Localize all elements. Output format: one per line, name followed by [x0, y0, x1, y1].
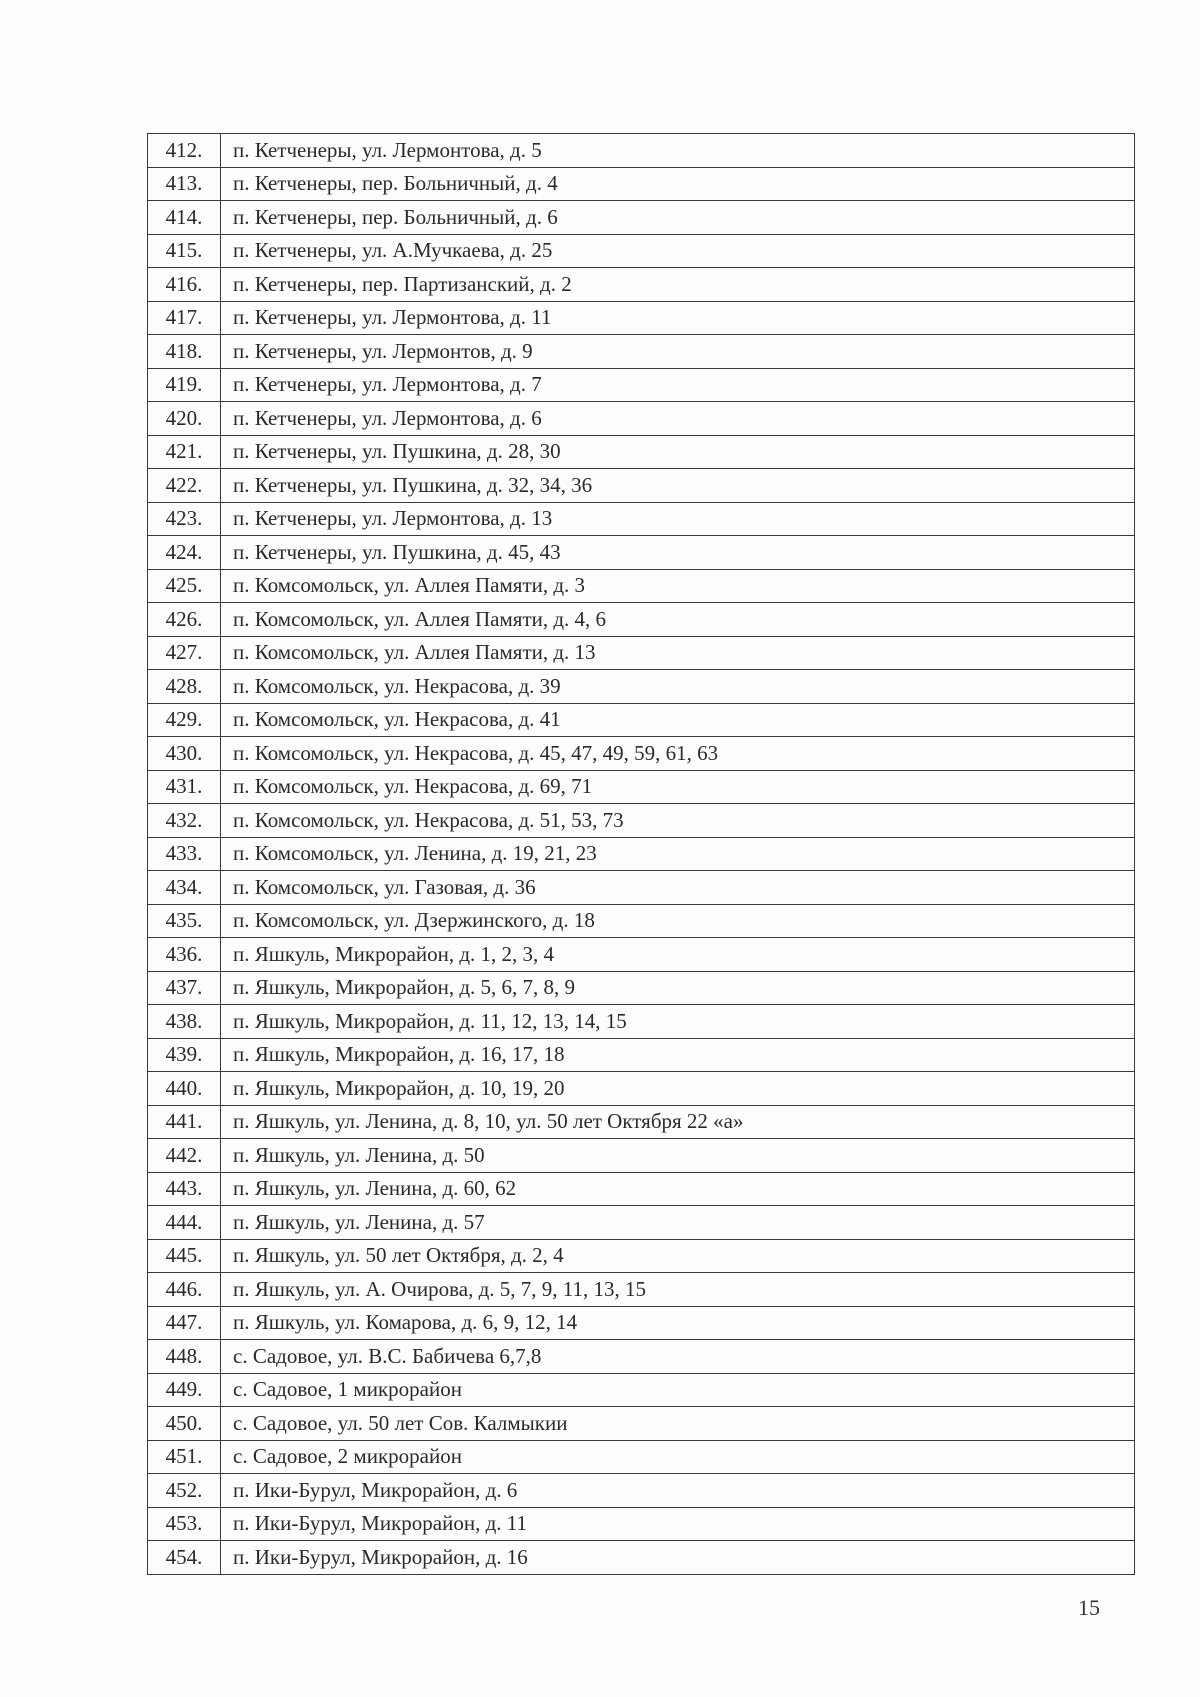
- row-address: п. Кетченеры, ул. А.Мучкаева, д. 25: [221, 234, 1135, 268]
- table-row: [148, 569, 1135, 603]
- row-number: 436.: [148, 938, 221, 972]
- table-row: [148, 1206, 1135, 1240]
- row-address: п. Яшкуль, Микрорайон, д. 16, 17, 18: [221, 1038, 1135, 1072]
- table-row: [148, 234, 1135, 268]
- row-number: 439.: [148, 1038, 221, 1072]
- row-address: п. Комсомольск, ул. Некрасова, д. 39: [221, 670, 1135, 704]
- row-number: 437.: [148, 971, 221, 1005]
- row-address: п. Комсомольск, ул. Газовая, д. 36: [221, 871, 1135, 905]
- row-number: 427.: [148, 636, 221, 670]
- row-address: п. Яшкуль, ул. 50 лет Октября, д. 2, 4: [221, 1239, 1135, 1273]
- row-number: 416.: [148, 268, 221, 302]
- row-number: 419.: [148, 368, 221, 402]
- row-address: п. Ики-Бурул, Микрорайон, д. 6: [221, 1474, 1135, 1508]
- row-number: 442.: [148, 1139, 221, 1173]
- row-address: п. Кетченеры, пер. Партизанский, д. 2: [221, 268, 1135, 302]
- table-row: [148, 636, 1135, 670]
- row-number: 446.: [148, 1273, 221, 1307]
- table-row: [148, 1005, 1135, 1039]
- table-row: [148, 1440, 1135, 1474]
- row-address: п. Кетченеры, ул. Лермонтова, д. 13: [221, 502, 1135, 536]
- table-row: [148, 1541, 1135, 1575]
- row-address: п. Яшкуль, Микрорайон, д. 10, 19, 20: [221, 1072, 1135, 1106]
- table-row: [148, 536, 1135, 570]
- row-number: 444.: [148, 1206, 221, 1240]
- table-row: [148, 737, 1135, 771]
- address-table-body: [148, 134, 1135, 1575]
- table-row: [148, 938, 1135, 972]
- row-address: с. Садовое, ул. 50 лет Сов. Калмыкии: [221, 1407, 1135, 1441]
- row-address: п. Комсомольск, ул. Аллея Памяти, д. 4, 6: [221, 603, 1135, 637]
- row-number: 435.: [148, 904, 221, 938]
- table-row: [148, 1273, 1135, 1307]
- table-row: [148, 1072, 1135, 1106]
- table-row: [148, 1306, 1135, 1340]
- row-number: 431.: [148, 770, 221, 804]
- row-number: 422.: [148, 469, 221, 503]
- row-address: п. Кетченеры, пер. Больничный, д. 4: [221, 167, 1135, 201]
- row-address: п. Комсомольск, ул. Ленина, д. 19, 21, 23: [221, 837, 1135, 871]
- row-number: 452.: [148, 1474, 221, 1508]
- row-address: п. Кетченеры, ул. Лермонтова, д. 7: [221, 368, 1135, 402]
- row-number: 415.: [148, 234, 221, 268]
- row-number: 428.: [148, 670, 221, 704]
- row-number: 433.: [148, 837, 221, 871]
- page-number: 15: [1078, 1595, 1100, 1620]
- row-address: п. Яшкуль, ул. Комарова, д. 6, 9, 12, 14: [221, 1306, 1135, 1340]
- table-row: [148, 335, 1135, 369]
- table-row: [148, 167, 1135, 201]
- row-number: 438.: [148, 1005, 221, 1039]
- row-number: 425.: [148, 569, 221, 603]
- row-number: 414.: [148, 201, 221, 235]
- row-address: с. Садовое, ул. В.С. Бабичева 6,7,8: [221, 1340, 1135, 1374]
- table-row: [148, 837, 1135, 871]
- row-address: п. Кетченеры, ул. Лермонтова, д. 6: [221, 402, 1135, 436]
- row-number: 443.: [148, 1172, 221, 1206]
- table-row: [148, 1139, 1135, 1173]
- table-row: [148, 770, 1135, 804]
- table-row: [148, 435, 1135, 469]
- row-number: 449.: [148, 1373, 221, 1407]
- row-address: п. Кетченеры, пер. Больничный, д. 6: [221, 201, 1135, 235]
- table-row: [148, 603, 1135, 637]
- row-address: с. Садовое, 2 микрорайон: [221, 1440, 1135, 1474]
- row-address: п. Яшкуль, ул. Ленина, д. 8, 10, ул. 50 лет Октября 22 «а»: [221, 1105, 1135, 1139]
- row-number: 432.: [148, 804, 221, 838]
- table-row: [148, 1373, 1135, 1407]
- row-address: п. Яшкуль, ул. Ленина, д. 60, 62: [221, 1172, 1135, 1206]
- row-number: 426.: [148, 603, 221, 637]
- table-row: [148, 1507, 1135, 1541]
- table-row: [148, 134, 1135, 168]
- row-number: 412.: [148, 134, 221, 168]
- row-number: 450.: [148, 1407, 221, 1441]
- row-number: 420.: [148, 402, 221, 436]
- row-address: п. Комсомольск, ул. Аллея Памяти, д. 3: [221, 569, 1135, 603]
- table-row: [148, 971, 1135, 1005]
- table-row: [148, 368, 1135, 402]
- row-address: п. Комсомольск, ул. Некрасова, д. 51, 53, 73: [221, 804, 1135, 838]
- row-number: 445.: [148, 1239, 221, 1273]
- row-number: 451.: [148, 1440, 221, 1474]
- table-row: [148, 703, 1135, 737]
- row-address: п. Кетченеры, ул. Лермонтова, д. 5: [221, 134, 1135, 168]
- table-row: [148, 1407, 1135, 1441]
- row-number: 421.: [148, 435, 221, 469]
- row-number: 413.: [148, 167, 221, 201]
- row-address: п. Комсомольск, ул. Аллея Памяти, д. 13: [221, 636, 1135, 670]
- table-row: [148, 670, 1135, 704]
- table-row: [148, 1474, 1135, 1508]
- table-row: [148, 1340, 1135, 1374]
- row-number: 424.: [148, 536, 221, 570]
- table-row: [148, 402, 1135, 436]
- row-address: п. Комсомольск, ул. Некрасова, д. 69, 71: [221, 770, 1135, 804]
- row-address: п. Ики-Бурул, Микрорайон, д. 11: [221, 1507, 1135, 1541]
- row-address: п. Яшкуль, ул. Ленина, д. 57: [221, 1206, 1135, 1240]
- row-number: 447.: [148, 1306, 221, 1340]
- row-number: 448.: [148, 1340, 221, 1374]
- row-number: 418.: [148, 335, 221, 369]
- row-number: 441.: [148, 1105, 221, 1139]
- table-row: [148, 804, 1135, 838]
- row-address: п. Яшкуль, ул. А. Очирова, д. 5, 7, 9, 11, 13, 15: [221, 1273, 1135, 1307]
- row-address: п. Кетченеры, ул. Лермонтов, д. 9: [221, 335, 1135, 369]
- table-row: [148, 502, 1135, 536]
- row-address: п. Ики-Бурул, Микрорайон, д. 16: [221, 1541, 1135, 1575]
- row-number: 430.: [148, 737, 221, 771]
- row-number: 454.: [148, 1541, 221, 1575]
- row-address: п. Кетченеры, ул. Пушкина, д. 32, 34, 36: [221, 469, 1135, 503]
- row-address: п. Комсомольск, ул. Дзержинского, д. 18: [221, 904, 1135, 938]
- table-row: [148, 268, 1135, 302]
- table-row: [148, 871, 1135, 905]
- row-number: 423.: [148, 502, 221, 536]
- row-address: п. Кетченеры, ул. Пушкина, д. 28, 30: [221, 435, 1135, 469]
- table-row: [148, 469, 1135, 503]
- row-address: п. Кетченеры, ул. Пушкина, д. 45, 43: [221, 536, 1135, 570]
- row-address: п. Комсомольск, ул. Некрасова, д. 41: [221, 703, 1135, 737]
- row-address: п. Яшкуль, Микрорайон, д. 11, 12, 13, 14, 15: [221, 1005, 1135, 1039]
- row-address: п. Комсомольск, ул. Некрасова, д. 45, 47, 49, 59, 61, 63: [221, 737, 1135, 771]
- table-row: [148, 1105, 1135, 1139]
- table-row: [148, 301, 1135, 335]
- row-address: п. Яшкуль, Микрорайон, д. 1, 2, 3, 4: [221, 938, 1135, 972]
- table-row: [148, 201, 1135, 235]
- address-table: [147, 133, 1135, 1575]
- row-address: п. Яшкуль, ул. Ленина, д. 50: [221, 1139, 1135, 1173]
- row-number: 434.: [148, 871, 221, 905]
- row-number: 417.: [148, 301, 221, 335]
- row-address: с. Садовое, 1 микрорайон: [221, 1373, 1135, 1407]
- row-number: 429.: [148, 703, 221, 737]
- row-address: п. Кетченеры, ул. Лермонтова, д. 11: [221, 301, 1135, 335]
- row-number: 453.: [148, 1507, 221, 1541]
- table-row: [148, 1172, 1135, 1206]
- table-row: [148, 904, 1135, 938]
- row-number: 440.: [148, 1072, 221, 1106]
- table-row: [148, 1038, 1135, 1072]
- table-row: [148, 1239, 1135, 1273]
- row-address: п. Яшкуль, Микрорайон, д. 5, 6, 7, 8, 9: [221, 971, 1135, 1005]
